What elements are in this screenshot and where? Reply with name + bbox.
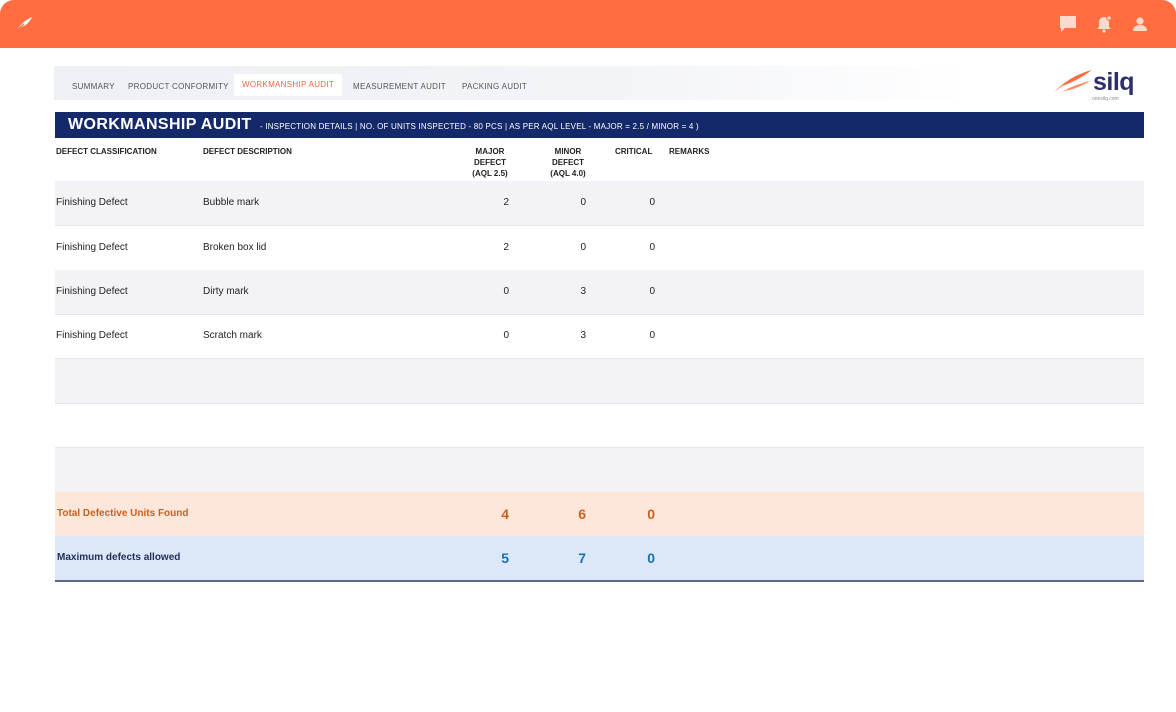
total-major: 4: [501, 506, 509, 522]
header-remarks: REMARKS: [669, 147, 710, 156]
maximum-allowed-row: [55, 536, 1144, 582]
chat-icon[interactable]: [1058, 14, 1078, 34]
table-row-empty: [55, 359, 1144, 404]
max-major: 5: [501, 550, 509, 566]
brand-url: onesilq.com: [1092, 96, 1119, 102]
brand-name: silq: [1093, 68, 1135, 96]
header-minor-line: DEFECT: [552, 158, 584, 167]
total-defective-row: [55, 492, 1144, 536]
header-critical: CRITICAL: [615, 147, 653, 156]
tab-product-conformity[interactable]: PRODUCT CONFORMITY: [128, 82, 229, 91]
total-minor: 6: [578, 506, 586, 522]
table-row: [55, 181, 1144, 226]
top-bar: [0, 0, 1176, 48]
cell-description: Scratch mark: [203, 330, 262, 341]
total-critical: 0: [647, 506, 655, 522]
cell-minor: 3: [580, 330, 586, 341]
header-minor-defect: [538, 146, 598, 179]
section-banner: [55, 112, 1144, 138]
max-critical: 0: [647, 550, 655, 566]
cell-major: 0: [503, 286, 509, 297]
header-defect-description: DEFECT DESCRIPTION: [203, 147, 292, 156]
audit-tabs: [54, 66, 974, 100]
cell-classification: Finishing Defect: [56, 242, 128, 253]
notification-bell-icon[interactable]: [1094, 14, 1114, 34]
cell-description: Bubble mark: [203, 197, 260, 208]
cell-critical: 0: [649, 286, 655, 297]
cell-major: 0: [503, 330, 509, 341]
total-defective-label: Total Defective Units Found: [57, 508, 189, 519]
cell-critical: 0: [649, 242, 655, 253]
cell-description: Dirty mark: [203, 286, 249, 297]
cell-classification: Finishing Defect: [56, 286, 128, 297]
cell-minor: 3: [580, 286, 586, 297]
tab-packing-audit[interactable]: PACKING AUDIT: [462, 82, 528, 91]
header-major-line: (AQL 2.5): [472, 169, 508, 178]
cell-minor: 0: [580, 242, 586, 253]
table-row: [55, 314, 1144, 359]
cell-classification: Finishing Defect: [56, 330, 128, 341]
table-row: [55, 226, 1144, 271]
section-title: WORKMANSHIP AUDIT: [68, 116, 252, 133]
header-major-line: MAJOR: [475, 147, 505, 156]
cell-major: 2: [503, 242, 509, 253]
table-row-empty: [55, 403, 1144, 448]
inspection-details: - INSPECTION DETAILS | NO. OF UNITS INSPECTED - 80 PCS | AS PER AQL LEVEL - MAJOR = 2.5 / MINOR = 4 ): [260, 122, 699, 131]
header-major-defect: [460, 146, 520, 179]
cell-major: 2: [503, 197, 509, 208]
cell-critical: 0: [649, 330, 655, 341]
header-minor-line: (AQL 4.0): [550, 169, 586, 178]
feather-icon[interactable]: [14, 15, 34, 33]
header-major-line: DEFECT: [474, 158, 506, 167]
cell-classification: Finishing Defect: [56, 197, 128, 208]
header-minor-line: MINOR: [554, 147, 582, 156]
user-icon[interactable]: [1130, 14, 1150, 34]
cell-description: Broken box lid: [203, 242, 267, 253]
max-minor: 7: [578, 550, 586, 566]
cell-critical: 0: [649, 197, 655, 208]
tab-measurement-audit[interactable]: MEASUREMENT AUDIT: [353, 82, 446, 91]
table-row-empty: [55, 448, 1144, 492]
tab-summary[interactable]: SUMMARY: [72, 82, 115, 91]
header-defect-classification: DEFECT CLASSIFICATION: [56, 147, 157, 156]
cell-minor: 0: [580, 197, 586, 208]
table-row: [55, 270, 1144, 315]
maximum-allowed-label: Maximum defects allowed: [57, 552, 181, 563]
tab-workmanship-audit[interactable]: WORKMANSHIP AUDIT: [234, 74, 342, 96]
